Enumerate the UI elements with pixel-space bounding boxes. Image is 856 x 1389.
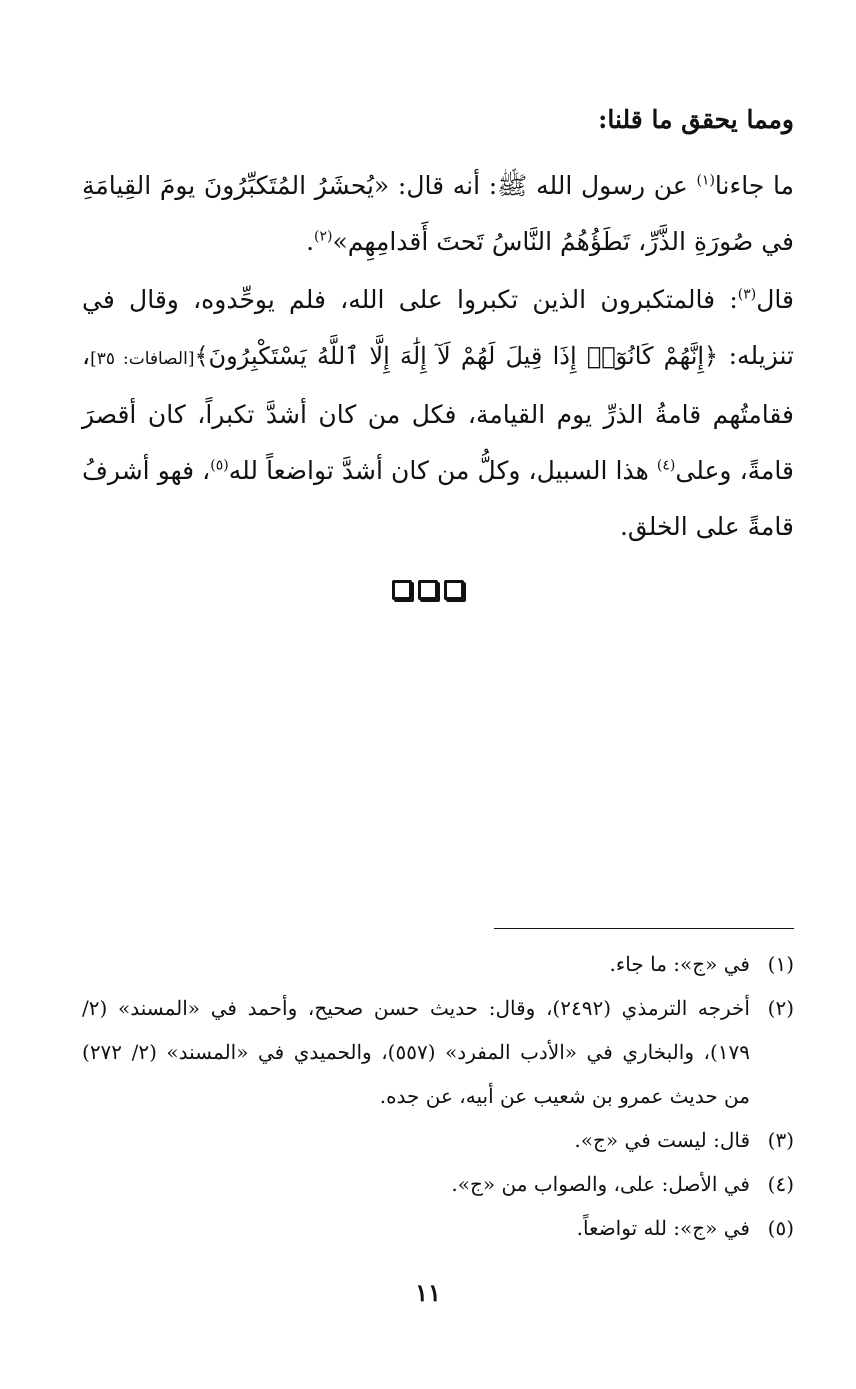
main-text — [82, 100, 794, 557]
verse-citation: [الصافات: ٣٥] — [90, 349, 195, 369]
footnote-number: (٤) — [767, 1172, 794, 1196]
footnote-text: في الأصل: على، والصواب من «ج». — [451, 1172, 750, 1196]
footnote-text: قال: ليست في «ج». — [574, 1128, 750, 1152]
footnote-ref-1: (١) — [696, 172, 715, 189]
paragraph-hadith-part-c: . — [306, 227, 315, 256]
footnote — [82, 1206, 794, 1250]
paragraph-commentary-part-b: : فالمتكبرون الذين تكبروا على الله، فلم يوحِّدوه، وقال في تنزيله: — [82, 285, 794, 370]
separator-square-icon — [444, 580, 464, 600]
footnote-ref-4: (٤) — [656, 457, 676, 474]
paragraph-hadith — [82, 158, 794, 270]
footnote-text: في «ج»: ما جاء. — [609, 952, 750, 976]
footnote-number: (٢) — [767, 996, 794, 1020]
footnote-ref-3: (٣) — [737, 286, 757, 303]
footnote-number: (٥) — [767, 1216, 794, 1240]
quran-verse: ﴿إِنَّهُمْ كَانُوٓا۟ إِذَا قِيلَ لَهُمْ لَآ إِلَٰهَ إِلَّا ٱللَّهُ يَسْتَكْبِرُونَ﴾ — [194, 342, 719, 370]
footnotes — [82, 942, 794, 1250]
separator-square-icon — [418, 580, 438, 600]
footnote — [82, 986, 794, 1118]
paragraph-commentary — [82, 272, 794, 555]
footnote-text: في «ج»: لله تواضعاً. — [576, 1216, 750, 1240]
section-separator — [0, 580, 856, 600]
paragraph-commentary-part-e: ، فهو أشرفُ قامةً على الخلق. — [82, 456, 794, 541]
section-heading: ومما يحقق ما قلنا: — [598, 105, 794, 134]
footnote-number: (٣) — [767, 1128, 794, 1152]
paragraph-commentary-part-d: هذا السبيل، وكلُّ من كان أشدَّ تواضعاً لله — [228, 456, 657, 485]
footnote-ref-5: (٥) — [210, 457, 229, 474]
footnote-number: (١) — [767, 952, 794, 976]
separator-square-icon — [392, 580, 412, 600]
footnote — [82, 942, 794, 986]
paragraph-commentary-part-a: قال — [756, 285, 794, 314]
paragraph-hadith-part-b: عن رسول الله ﷺ: أنه قال: «يُحشَرُ المُتَكبِّرُونَ يومَ القِيامَةِ في صُورَةِ الذَّرِّ، تَطَؤُهُمُ النَّاسُ تَحتَ أَقدامِهِم» — [82, 171, 794, 256]
footnote-ref-2: (٢) — [314, 228, 333, 245]
footnote-divider — [494, 928, 794, 929]
paragraph-commentary-part-c: ، فقامتُهم قامةُ الذرِّ يوم القيامة، فكل من كان أشدَّ تكبراً، كان أقصرَ قامةً، وعلى — [82, 341, 794, 485]
page-number: ١١ — [415, 1278, 441, 1307]
paragraph-hadith-part-a: ما جاءنا — [714, 171, 795, 200]
footnote — [82, 1162, 794, 1206]
footnote-text: أخرجه الترمذي (٢٤٩٢)، وقال: حديث حسن صحيح، وأحمد في «المسند» (٢/ ١٧٩)، والبخاري في «الأدب المفرد» (٥٥٧)، والحميدي في «المسند» (٢/ ٢٧٢) من حديث عمرو بن شعيب عن أبيه، عن جده. — [82, 996, 750, 1108]
footnote — [82, 1118, 794, 1162]
